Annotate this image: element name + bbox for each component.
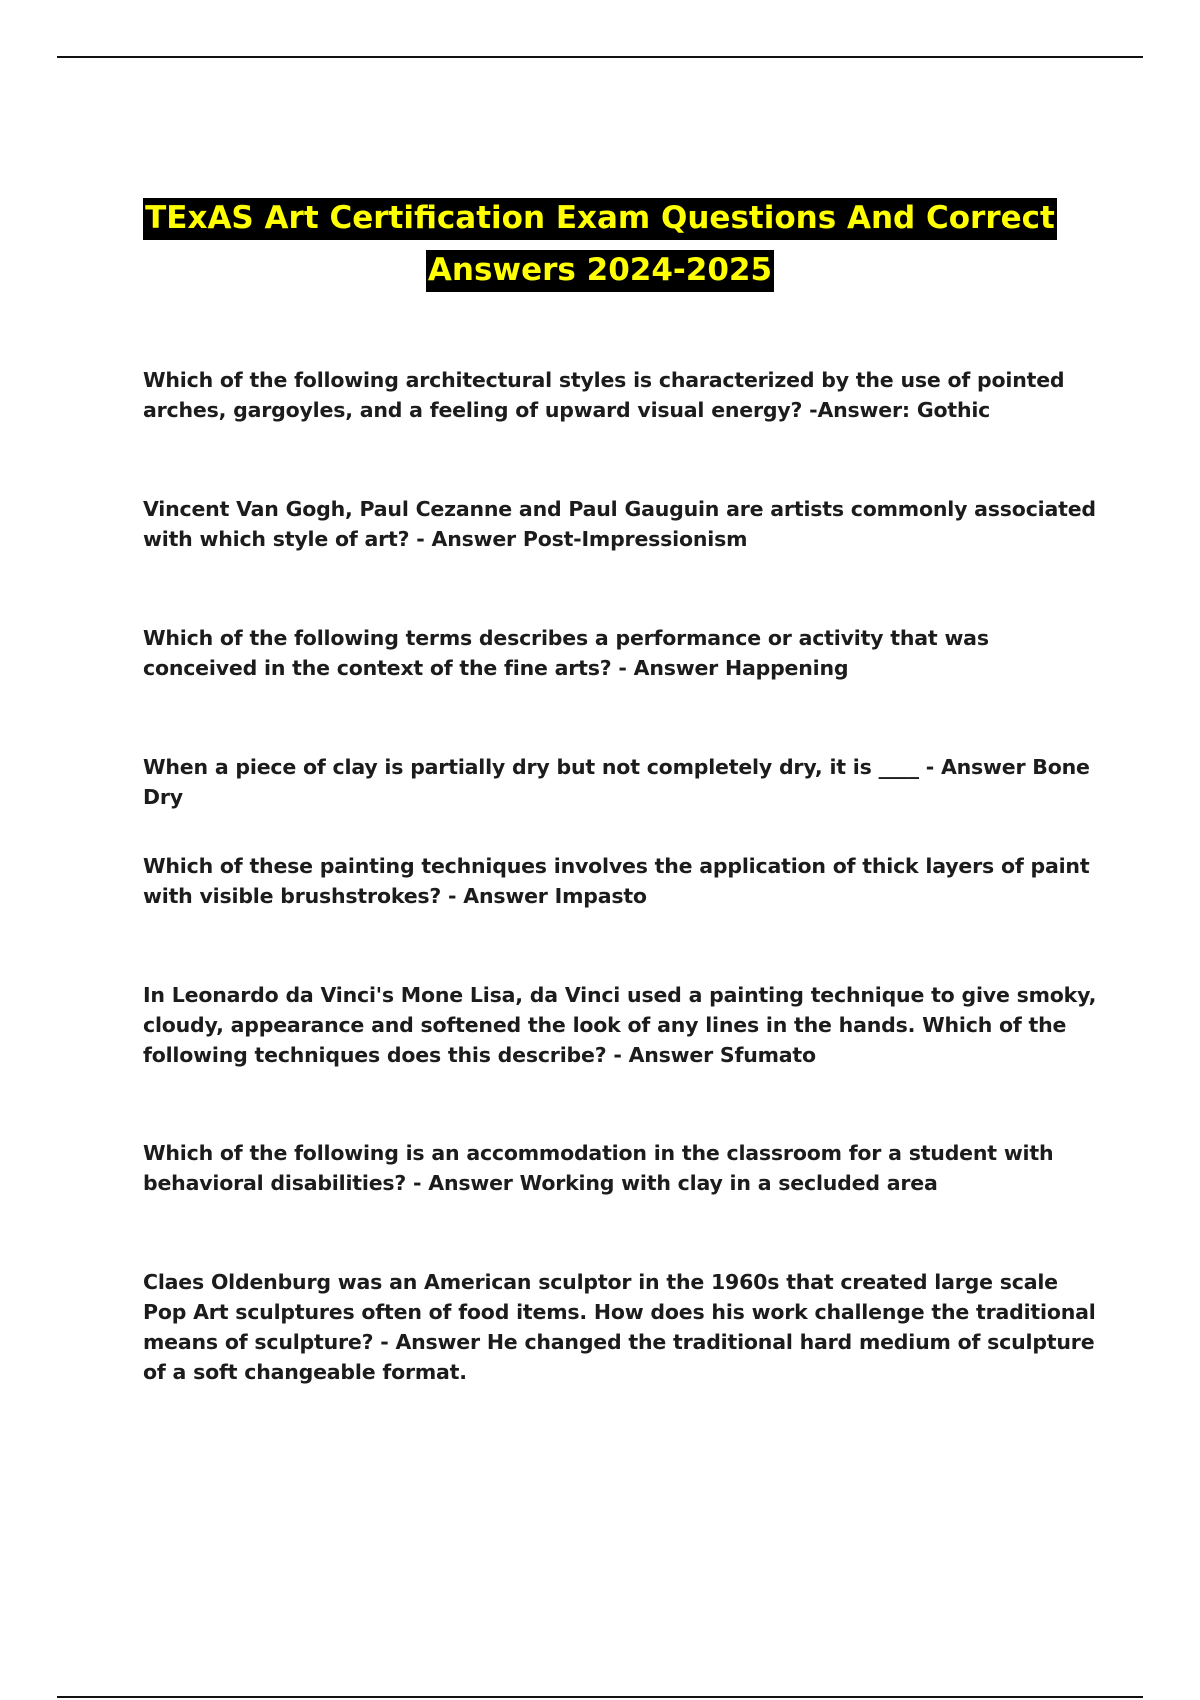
qa-item-2: Vincent Van Gogh, Paul Cezanne and Paul Gauguin are artists commonly associated with which style of art? - Answer Post-Impressionism bbox=[143, 497, 1096, 551]
qa-item-3: Which of the following terms describes a performance or activity that was conceived in the context of the fine arts? - Answer Happening bbox=[143, 626, 989, 680]
qa-item-8: Claes Oldenburg was an American sculptor in the 1960s that created large scale Pop Art sculptures often of food items. How does his work challenge the traditional means of sculpture? - Answer He changed the traditional hard medium of sculpture of a soft changeable format. bbox=[143, 1270, 1096, 1384]
title-line-1: TExAS Art Certification Exam Questions And Correct bbox=[143, 198, 1057, 240]
qa-item-6: In Leonardo da Vinci's Mone Lisa, da Vinci used a painting technique to give smoky, cloudy, appearance and softened the look of any lines in the hands. Which of the following techniques does this describe? - Answer Sfumato bbox=[143, 983, 1097, 1067]
qa-item-7: Which of the following is an accommodation in the classroom for a student with behavioral disabilities? - Answer Working with clay in a secluded area bbox=[143, 1141, 1054, 1195]
qa-item-1: Which of the following architectural styles is characterized by the use of pointed arches, gargoyles, and a feeling of upward visual energy? -Answer: Gothic bbox=[143, 368, 1065, 422]
qa-item-4: When a piece of clay is partially dry but not completely dry, it is ____ - Answer Bone Dry bbox=[143, 755, 1090, 809]
title-line-2: Answers 2024-2025 bbox=[426, 250, 774, 292]
qa-item-5: Which of these painting techniques involves the application of thick layers of paint with visible brushstrokes? - Answer Impasto bbox=[143, 854, 1090, 908]
document-title bbox=[100, 192, 1100, 296]
top-rule bbox=[57, 56, 1143, 58]
bottom-rule bbox=[57, 1696, 1143, 1698]
